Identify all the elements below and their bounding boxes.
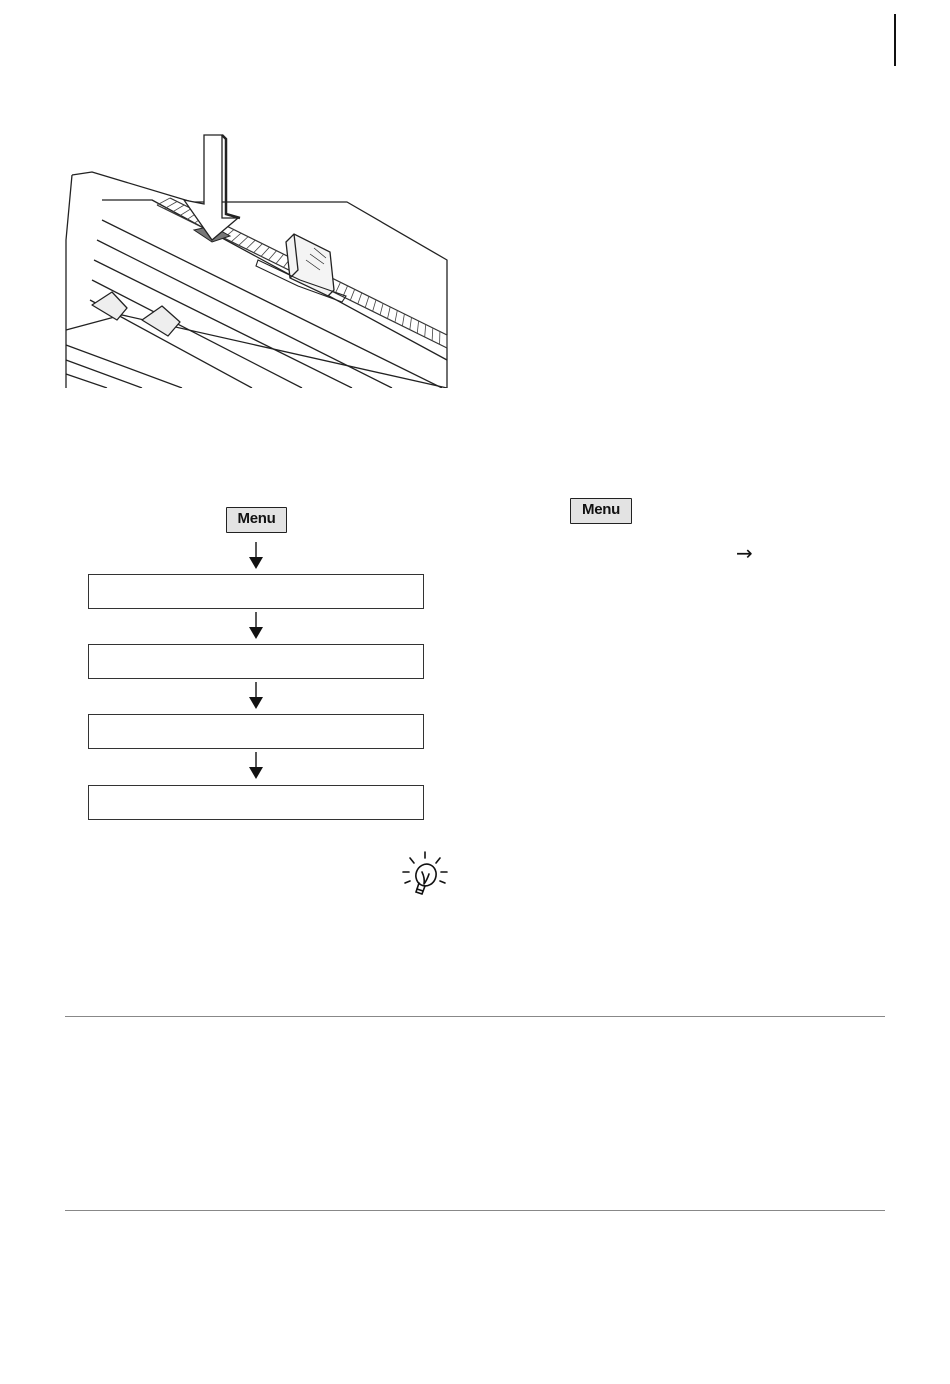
arrow-down-icon: [248, 542, 264, 570]
flow-step-box-1: [88, 574, 424, 609]
right-arrow-glyph: →: [736, 541, 753, 565]
page-margin-marker: [894, 14, 896, 66]
flow-step-box-4: [88, 785, 424, 820]
section-divider: [65, 1210, 885, 1211]
lightbulb-icon: [400, 850, 450, 900]
card-slot-illustration: [62, 130, 450, 388]
arrow-down-icon: [248, 752, 264, 780]
section-divider: [65, 1016, 885, 1017]
flow-step-box-3: [88, 714, 424, 749]
menu-key-inline[interactable]: Menu: [570, 498, 632, 524]
arrow-down-icon: [248, 682, 264, 710]
flow-step-box-2: [88, 644, 424, 679]
menu-key[interactable]: Menu: [226, 507, 287, 533]
arrow-down-icon: [248, 612, 264, 640]
